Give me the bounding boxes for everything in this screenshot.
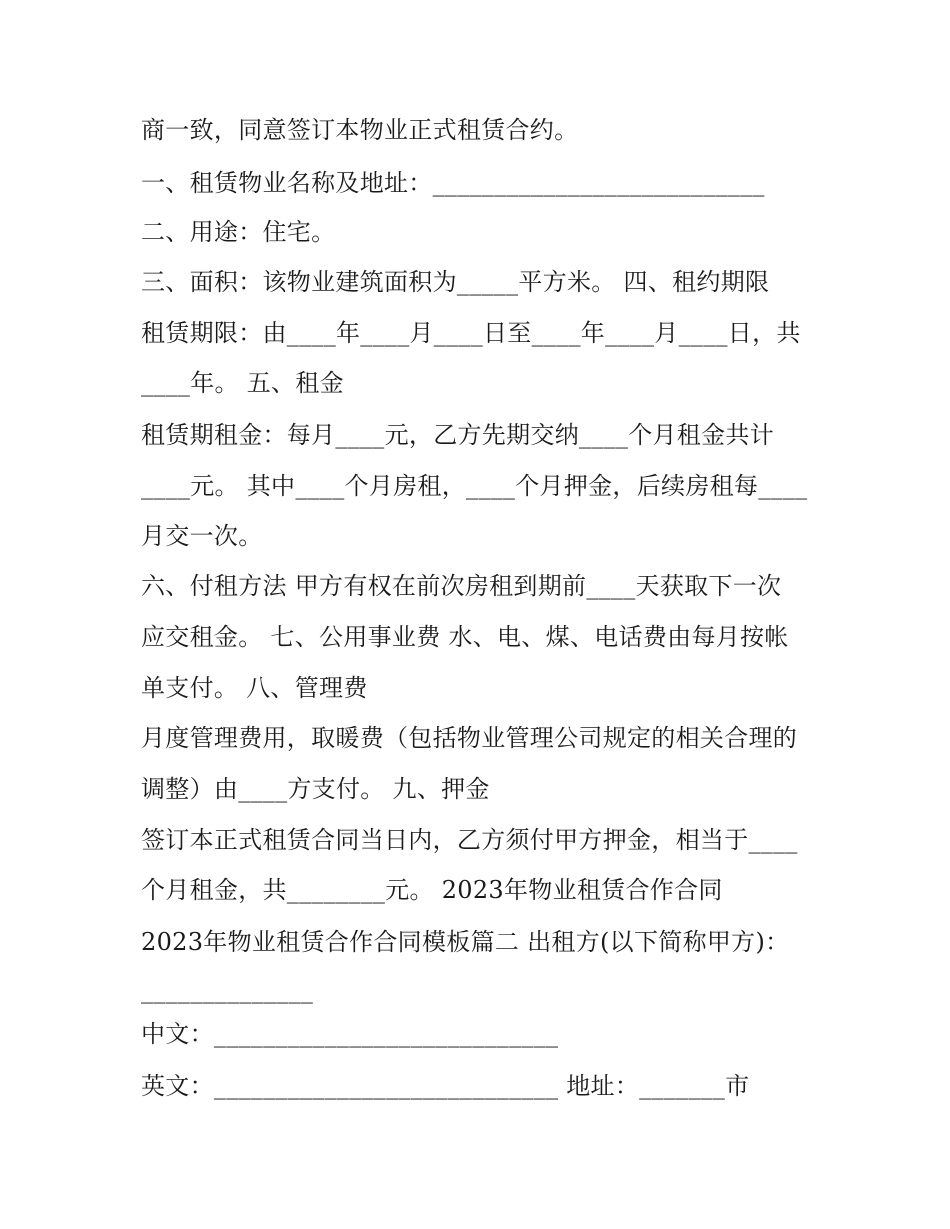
paragraph-line-3: 二、用途：住宅。 [141, 218, 336, 246]
paragraph-line-8: ____元。 其中____个月房租，____个月押金，后续房租每____ [141, 472, 808, 500]
paragraph-line-7: 租赁期租金：每月____元，乙方先期交纳____个月租金共计 [141, 421, 774, 449]
paragraph-line-16: 个月租金，共________元。 2023年物业租赁合作合同 [141, 876, 723, 904]
paragraph-line-18: ______________ [141, 976, 314, 1004]
paragraph-line-13: 月度管理费用，取暖费（包括物业管理公司规定的相关合理的 [141, 724, 798, 752]
paragraph-line-2: 一、租赁物业名称及地址：___________________________ [141, 169, 765, 197]
paragraph-line-6: ____年。 五、租金 [141, 369, 344, 397]
paragraph-line-19: 中文：____________________________ [141, 1020, 559, 1048]
paragraph-line-17: 2023年物业租赁合作合同模板篇二 出租方(以下简称甲方)： [141, 928, 790, 956]
paragraph-line-14: 调整）由____方支付。 九、押金 [141, 775, 490, 803]
paragraph-line-1: 商一致，同意签订本物业正式租赁合约。 [141, 116, 579, 144]
paragraph-line-5: 租赁期限：由____年____月____日至____年____月____日，共 [141, 319, 801, 347]
paragraph-line-9: 月交一次。 [141, 522, 263, 550]
paragraph-line-20: 英文：____________________________ 地址：_______市 [141, 1072, 750, 1100]
paragraph-line-4: 三、面积：该物业建筑面积为_____平方米。 四、租约期限 [141, 268, 770, 296]
paragraph-line-10: 六、付租方法 甲方有权在前次房租到期前____天获取下一次 [141, 572, 782, 600]
paragraph-line-15: 签订本正式租赁合同当日内，乙方须付甲方押金，相当于____ [141, 826, 798, 854]
paragraph-line-12: 单支付。 八、管理费 [141, 674, 368, 702]
paragraph-line-11: 应交租金。 七、公用事业费 水、电、煤、电话费由每月按帐 [141, 623, 789, 651]
